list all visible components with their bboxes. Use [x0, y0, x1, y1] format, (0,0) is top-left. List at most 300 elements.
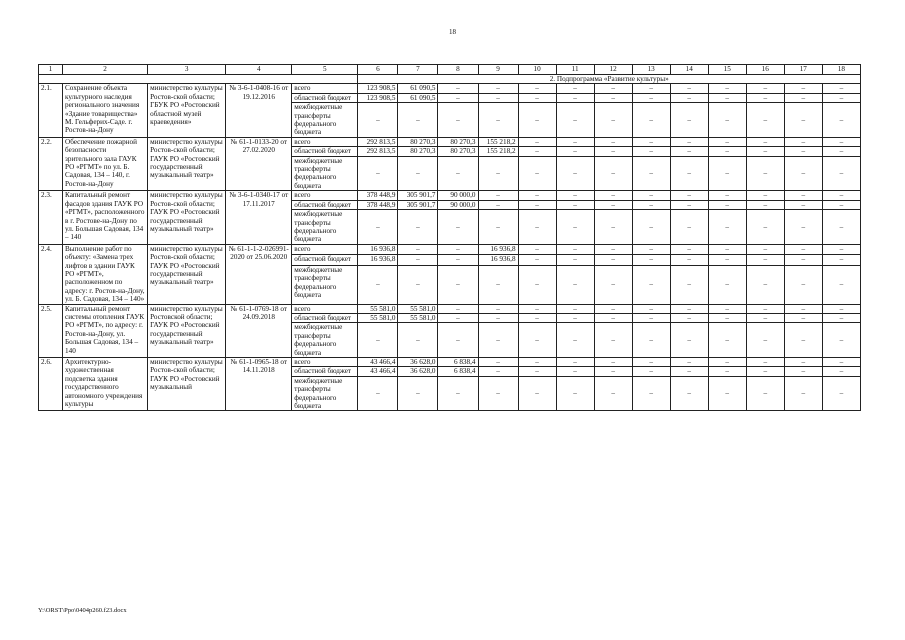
table-row	[39, 191, 861, 200]
cell-value: 80 270,3	[438, 137, 478, 146]
cell-value: –	[822, 358, 860, 367]
cell-value: –	[746, 103, 784, 138]
cell-funding-source: областной бюджет	[292, 255, 358, 266]
cell-value: –	[594, 210, 632, 245]
cell-value: –	[822, 376, 860, 411]
cell-object: Капитальный ремонт фасадов здания ГАУК РО «РГМТ», расположенного в г. Ростове-на-Дону по ул. Большая Садовая, 134 – 140	[63, 191, 148, 244]
cell-value: –	[556, 367, 594, 376]
cell-value: 55 581,0	[358, 304, 398, 313]
header-cell: 4	[226, 65, 292, 75]
cell-value: 43 466,4	[358, 358, 398, 367]
cell-value: –	[670, 84, 708, 93]
cell-value: –	[708, 313, 746, 322]
cell-executor: министерство культуры Ростов-ской области; ГБУК РО «Ростовский областной музей краеведения»	[148, 84, 226, 137]
budget-table	[38, 64, 861, 411]
footer-file-path: Y:\ORST\Ppo\0404p260.f23.docx	[38, 607, 127, 614]
cell-value: –	[556, 265, 594, 304]
cell-value: –	[784, 156, 822, 191]
cell-value: –	[670, 191, 708, 200]
cell-funding-source: областной бюджет	[292, 367, 358, 376]
cell-value: –	[518, 255, 556, 266]
cell-value: –	[822, 367, 860, 376]
cell-value: –	[478, 304, 518, 313]
cell-value: –	[556, 147, 594, 156]
cell-value: –	[822, 313, 860, 322]
cell-num: 2.5.	[39, 304, 63, 357]
page-number: 18	[449, 28, 456, 36]
cell-value: –	[438, 265, 478, 304]
cell-value: –	[438, 210, 478, 245]
header-cell: 14	[670, 65, 708, 75]
cell-funding-source: межбюджетные трансферты федерального бюджета	[292, 156, 358, 191]
cell-value: –	[438, 323, 478, 358]
cell-value: –	[438, 84, 478, 93]
cell-value: 16 936,8	[358, 255, 398, 266]
cell-value: –	[708, 103, 746, 138]
cell-value: –	[478, 323, 518, 358]
cell-funding-source: межбюджетные трансферты федерального бюджета	[292, 376, 358, 411]
cell-value: –	[594, 84, 632, 93]
cell-value: –	[746, 156, 784, 191]
cell-value: –	[670, 255, 708, 266]
cell-value: –	[670, 358, 708, 367]
cell-value: 6 838,4	[438, 358, 478, 367]
cell-value: 80 270,3	[438, 147, 478, 156]
header-cell: 6	[358, 65, 398, 75]
cell-value: –	[632, 156, 670, 191]
empty-cell	[39, 75, 358, 84]
cell-value: –	[518, 367, 556, 376]
cell-executor: министерство культуры Ростов-ской области; ГАУК РО «Ростовский музыкальный	[148, 358, 226, 411]
cell-value: –	[556, 376, 594, 411]
table-row	[39, 244, 861, 255]
cell-value: –	[822, 147, 860, 156]
cell-value: –	[594, 244, 632, 255]
cell-value: –	[670, 200, 708, 209]
cell-value: –	[746, 358, 784, 367]
cell-value: –	[822, 84, 860, 93]
cell-value: –	[478, 84, 518, 93]
cell-value: –	[784, 84, 822, 93]
cell-value: –	[670, 103, 708, 138]
cell-value: –	[822, 265, 860, 304]
cell-value: –	[822, 191, 860, 200]
cell-value: –	[822, 137, 860, 146]
cell-value: –	[822, 244, 860, 255]
cell-value: –	[784, 313, 822, 322]
cell-value: 55 581,0	[398, 313, 438, 322]
cell-value: –	[670, 93, 708, 102]
cell-value: –	[518, 137, 556, 146]
cell-object: Архитектурно-художественная подсветка здания государственного автономного учреждения культуры	[63, 358, 148, 411]
cell-value: –	[518, 200, 556, 209]
cell-value: –	[746, 210, 784, 245]
cell-value: –	[594, 156, 632, 191]
cell-value: –	[670, 156, 708, 191]
cell-value: 55 581,0	[398, 304, 438, 313]
cell-value: –	[708, 244, 746, 255]
cell-funding-source: областной бюджет	[292, 93, 358, 102]
cell-value: –	[438, 93, 478, 102]
cell-value: –	[670, 323, 708, 358]
cell-value: –	[784, 265, 822, 304]
cell-value: –	[398, 244, 438, 255]
header-cell: 7	[398, 65, 438, 75]
cell-value: –	[632, 376, 670, 411]
cell-value: –	[822, 93, 860, 102]
cell-value: –	[632, 210, 670, 245]
cell-value: –	[518, 84, 556, 93]
cell-value: –	[784, 367, 822, 376]
cell-value: –	[746, 255, 784, 266]
cell-value: –	[556, 210, 594, 245]
cell-value: –	[670, 367, 708, 376]
cell-value: –	[746, 265, 784, 304]
cell-value: 305 901,7	[398, 200, 438, 209]
cell-value: –	[708, 210, 746, 245]
cell-value: –	[746, 191, 784, 200]
cell-funding-source: всего	[292, 137, 358, 146]
cell-value: –	[746, 147, 784, 156]
cell-value: –	[746, 304, 784, 313]
cell-value: –	[478, 191, 518, 200]
header-cell: 15	[708, 65, 746, 75]
cell-value: 123 908,5	[358, 93, 398, 102]
cell-value: –	[478, 265, 518, 304]
cell-value: –	[478, 93, 518, 102]
cell-value: –	[518, 191, 556, 200]
cell-funding-source: межбюджетные трансферты федерального бюджета	[292, 210, 358, 245]
cell-value: –	[708, 367, 746, 376]
cell-value: –	[746, 376, 784, 411]
cell-value: –	[784, 255, 822, 266]
cell-object: Капитальный ремонт системы отопления ГАУК РО «РГМТ», по адресу: г. Ростов-на-Дону, ул. Большая Садовая, 134 – 140	[63, 304, 148, 357]
cell-value: 61 090,5	[398, 84, 438, 93]
header-cell: 11	[556, 65, 594, 75]
table-row	[39, 358, 861, 367]
cell-value: –	[556, 358, 594, 367]
cell-value: 16 936,8	[478, 255, 518, 266]
cell-value: 55 581,0	[358, 313, 398, 322]
cell-value: –	[518, 358, 556, 367]
cell-value: –	[594, 137, 632, 146]
cell-value: –	[518, 265, 556, 304]
cell-value: –	[670, 147, 708, 156]
cell-value: –	[784, 147, 822, 156]
cell-value: –	[632, 103, 670, 138]
cell-num: 2.1.	[39, 84, 63, 137]
cell-value: –	[708, 255, 746, 266]
cell-value: –	[784, 304, 822, 313]
cell-funding-source: межбюджетные трансферты федерального бюджета	[292, 103, 358, 138]
cell-value: –	[594, 358, 632, 367]
cell-value: –	[398, 376, 438, 411]
cell-value: –	[632, 358, 670, 367]
cell-value: –	[518, 147, 556, 156]
cell-doc: № 61-1-0965-18 от 14.11.2018	[226, 358, 292, 411]
cell-value: –	[556, 313, 594, 322]
cell-value: –	[746, 367, 784, 376]
cell-value: –	[518, 93, 556, 102]
cell-value: –	[358, 210, 398, 245]
cell-value: –	[670, 265, 708, 304]
cell-value: –	[746, 137, 784, 146]
cell-value: 378 448,9	[358, 200, 398, 209]
cell-value: –	[670, 376, 708, 411]
cell-value: –	[632, 191, 670, 200]
cell-value: –	[822, 323, 860, 358]
cell-value: –	[518, 376, 556, 411]
header-cell: 2	[63, 65, 148, 75]
cell-value: –	[556, 323, 594, 358]
cell-value: –	[708, 265, 746, 304]
cell-value: –	[438, 255, 478, 266]
cell-value: –	[632, 93, 670, 102]
cell-value: –	[822, 156, 860, 191]
cell-value: –	[478, 200, 518, 209]
cell-funding-source: всего	[292, 244, 358, 255]
cell-value: –	[518, 244, 556, 255]
cell-value: –	[594, 265, 632, 304]
header-cell: 18	[822, 65, 860, 75]
cell-value: –	[398, 156, 438, 191]
cell-value: –	[784, 103, 822, 138]
cell-value: –	[478, 103, 518, 138]
cell-value: –	[556, 156, 594, 191]
cell-funding-source: межбюджетные трансферты федерального бюджета	[292, 323, 358, 358]
cell-value: –	[822, 103, 860, 138]
cell-value: –	[518, 304, 556, 313]
cell-value: –	[438, 244, 478, 255]
cell-num: 2.2.	[39, 137, 63, 190]
cell-value: –	[708, 200, 746, 209]
cell-funding-source: областной бюджет	[292, 313, 358, 322]
cell-value: –	[632, 147, 670, 156]
cell-value: –	[784, 200, 822, 209]
cell-value: 16 936,8	[358, 244, 398, 255]
cell-value: –	[632, 244, 670, 255]
cell-value: 36 628,0	[398, 358, 438, 367]
header-cell: 13	[632, 65, 670, 75]
cell-value: 378 448,9	[358, 191, 398, 200]
cell-value: –	[594, 367, 632, 376]
cell-funding-source: областной бюджет	[292, 200, 358, 209]
cell-value: –	[556, 93, 594, 102]
header-cell: 10	[518, 65, 556, 75]
subprogram-title: 2. Подпрограмма «Развитие культуры»	[358, 75, 861, 84]
cell-value: –	[478, 313, 518, 322]
cell-value: –	[438, 103, 478, 138]
cell-value: –	[708, 84, 746, 93]
cell-value: –	[594, 191, 632, 200]
cell-value: –	[438, 313, 478, 322]
cell-doc: № 3-6-1-0340-17 от 17.11.2017	[226, 191, 292, 244]
cell-value: –	[438, 156, 478, 191]
cell-value: –	[708, 156, 746, 191]
cell-value: –	[556, 255, 594, 266]
cell-value: –	[632, 265, 670, 304]
table-row	[39, 84, 861, 93]
cell-value: –	[358, 265, 398, 304]
cell-value: –	[784, 376, 822, 411]
cell-value: –	[708, 376, 746, 411]
cell-value: –	[556, 200, 594, 209]
cell-value: –	[670, 313, 708, 322]
cell-object: Выполнение работ по объекту: «Замена трех лифтов в здании ГАУК РО «РГМТ», расположенном по адресу: г. Ростов-на-Дону, ул. Б. Садовая, 134 – 140»	[63, 244, 148, 304]
cell-value: –	[556, 137, 594, 146]
cell-value: –	[632, 137, 670, 146]
table-row	[39, 304, 861, 313]
cell-value: –	[478, 358, 518, 367]
cell-value: –	[398, 265, 438, 304]
cell-value: 90 000,0	[438, 200, 478, 209]
cell-object: Сохранение объекта культурного наследия регионального значения «Здание товарищества» М. Гельферих-Саде. г. Ростов-на-Дону	[63, 84, 148, 137]
header-cell: 16	[746, 65, 784, 75]
cell-value: –	[822, 210, 860, 245]
cell-value: –	[784, 191, 822, 200]
cell-value: –	[708, 93, 746, 102]
header-cell: 12	[594, 65, 632, 75]
cell-value: –	[708, 137, 746, 146]
cell-value: –	[518, 210, 556, 245]
cell-value: –	[594, 93, 632, 102]
cell-value: –	[478, 367, 518, 376]
cell-value: –	[784, 210, 822, 245]
cell-value: –	[358, 323, 398, 358]
cell-value: –	[784, 244, 822, 255]
cell-value: –	[594, 200, 632, 209]
cell-value: 292 813,5	[358, 147, 398, 156]
cell-value: –	[518, 103, 556, 138]
cell-value: –	[398, 103, 438, 138]
cell-value: –	[670, 137, 708, 146]
cell-executor: министерство культуры Ростовской области; ГАУК РО «Ростовский государственный музыкальный театр»	[148, 304, 226, 357]
cell-value: –	[746, 323, 784, 358]
cell-value: –	[746, 93, 784, 102]
cell-value: –	[670, 210, 708, 245]
cell-doc: № 3-6-1-0408-16 от 19.12.2016	[226, 84, 292, 137]
cell-value: 123 908,5	[358, 84, 398, 93]
cell-value: –	[398, 323, 438, 358]
cell-value: 16 936,8	[478, 244, 518, 255]
cell-value: –	[556, 244, 594, 255]
cell-value: –	[358, 376, 398, 411]
cell-value: 36 628,0	[398, 367, 438, 376]
cell-funding-source: областной бюджет	[292, 147, 358, 156]
cell-value: –	[632, 304, 670, 313]
cell-value: –	[708, 304, 746, 313]
cell-value: –	[438, 304, 478, 313]
cell-value: –	[556, 103, 594, 138]
cell-value: –	[594, 376, 632, 411]
header-cell: 3	[148, 65, 226, 75]
cell-value: –	[556, 304, 594, 313]
cell-doc: № 61-1-0769-18 от 24.09.2018	[226, 304, 292, 357]
cell-value: –	[746, 244, 784, 255]
cell-funding-source: всего	[292, 304, 358, 313]
cell-value: –	[438, 376, 478, 411]
cell-value: –	[594, 304, 632, 313]
cell-value: –	[746, 313, 784, 322]
cell-value: –	[594, 255, 632, 266]
cell-value: –	[822, 200, 860, 209]
header-cell: 5	[292, 65, 358, 75]
cell-object: Обеспечение пожарной безопасности зрительного зала ГАУК РО «РГМТ» по ул. Б. Садовая, 134 – 140, г. Ростов-на-Дону	[63, 137, 148, 190]
cell-value: –	[478, 210, 518, 245]
cell-executor: министерство культуры Ростов-ской области; ГАУК РО «Ростовский государственный музыкальный театр»	[148, 137, 226, 190]
cell-value: –	[398, 255, 438, 266]
cell-value: –	[518, 313, 556, 322]
cell-executor: министерство культуры Ростов-ской области; ГАУК РО «Ростовский государственный музыкальный театр»	[148, 244, 226, 304]
cell-value: –	[632, 323, 670, 358]
cell-value: –	[398, 210, 438, 245]
cell-value: –	[708, 323, 746, 358]
cell-value: –	[518, 156, 556, 191]
cell-value: –	[478, 156, 518, 191]
cell-value: –	[556, 191, 594, 200]
cell-funding-source: всего	[292, 358, 358, 367]
subprogram-row	[39, 75, 861, 84]
cell-value: –	[746, 200, 784, 209]
cell-value: 61 090,5	[398, 93, 438, 102]
cell-value: –	[632, 367, 670, 376]
header-cell: 17	[784, 65, 822, 75]
cell-doc: № 61-1-1-2-026991-2020 от 25.06.2020	[226, 244, 292, 304]
cell-value: –	[632, 200, 670, 209]
cell-value: –	[746, 84, 784, 93]
header-cell: 1	[39, 65, 63, 75]
cell-value: –	[708, 191, 746, 200]
cell-funding-source: всего	[292, 191, 358, 200]
cell-value: –	[708, 358, 746, 367]
cell-value: 155 218,2	[478, 147, 518, 156]
cell-value: –	[358, 156, 398, 191]
cell-value: –	[518, 323, 556, 358]
cell-value: 155 218,2	[478, 137, 518, 146]
cell-funding-source: всего	[292, 84, 358, 93]
cell-num: 2.3.	[39, 191, 63, 244]
cell-executor: министерство культуры Ростов-ской области; ГАУК РО «Ростовский государственный музыкальный театр»	[148, 191, 226, 244]
cell-doc: № 61-1-0133-20 от 27.02.2020	[226, 137, 292, 190]
cell-value: 90 000,0	[438, 191, 478, 200]
cell-value: 305 901,7	[398, 191, 438, 200]
cell-value: –	[784, 358, 822, 367]
cell-value: –	[594, 323, 632, 358]
cell-value: –	[784, 93, 822, 102]
cell-value: –	[670, 304, 708, 313]
cell-value: –	[822, 304, 860, 313]
cell-value: 292 813,5	[358, 137, 398, 146]
cell-value: –	[594, 103, 632, 138]
cell-value: 80 270,3	[398, 147, 438, 156]
cell-value: –	[784, 323, 822, 358]
cell-num: 2.4.	[39, 244, 63, 304]
cell-value: 6 838,4	[438, 367, 478, 376]
header-cell: 9	[478, 65, 518, 75]
cell-value: –	[784, 137, 822, 146]
cell-value: 43 466,4	[358, 367, 398, 376]
cell-value: –	[632, 255, 670, 266]
cell-value: –	[670, 244, 708, 255]
cell-funding-source: межбюджетные трансферты федерального бюджета	[292, 265, 358, 304]
cell-value: –	[632, 84, 670, 93]
cell-value: –	[478, 376, 518, 411]
cell-value: –	[822, 255, 860, 266]
cell-value: –	[594, 313, 632, 322]
header-cell: 8	[438, 65, 478, 75]
cell-value: –	[358, 103, 398, 138]
cell-value: –	[594, 147, 632, 156]
